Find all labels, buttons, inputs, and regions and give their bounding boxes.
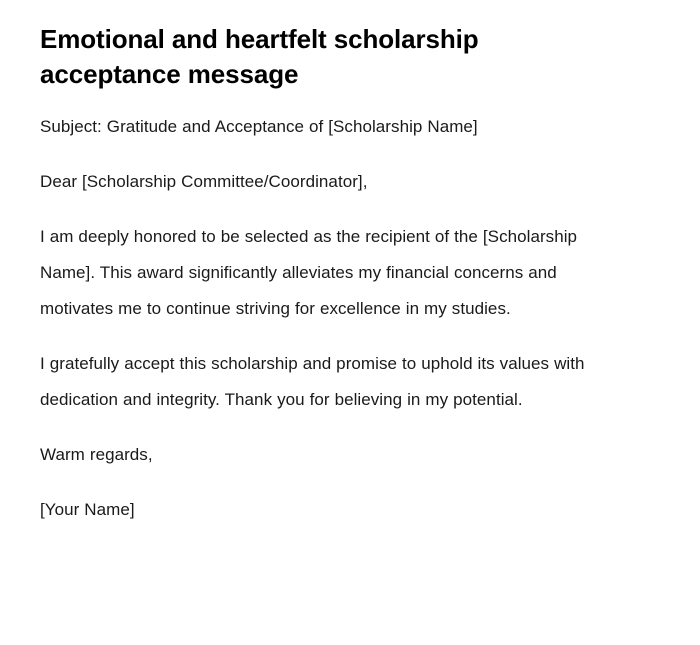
closing-line: Warm regards, <box>40 445 153 464</box>
page-title: Emotional and heartfelt scholarship acceptance message <box>40 24 479 89</box>
body-paragraph-2: I gratefully accept this scholarship and promise to uphold its values with dedication and integrity. Thank you for believing in my potential. <box>40 354 585 409</box>
subject-line: Subject: Gratitude and Acceptance of [Scholarship Name] <box>40 117 478 136</box>
body-paragraph-1: I am deeply honored to be selected as the recipient of the [Scholarship Name]. This award significantly alleviates my financial concerns and motivates me to continue striving for excellence in my studies. <box>40 227 578 318</box>
message-body <box>40 109 615 528</box>
salutation: Dear [Scholarship Committee/Coordinator], <box>40 172 368 191</box>
signature-line: [Your Name] <box>40 500 135 519</box>
